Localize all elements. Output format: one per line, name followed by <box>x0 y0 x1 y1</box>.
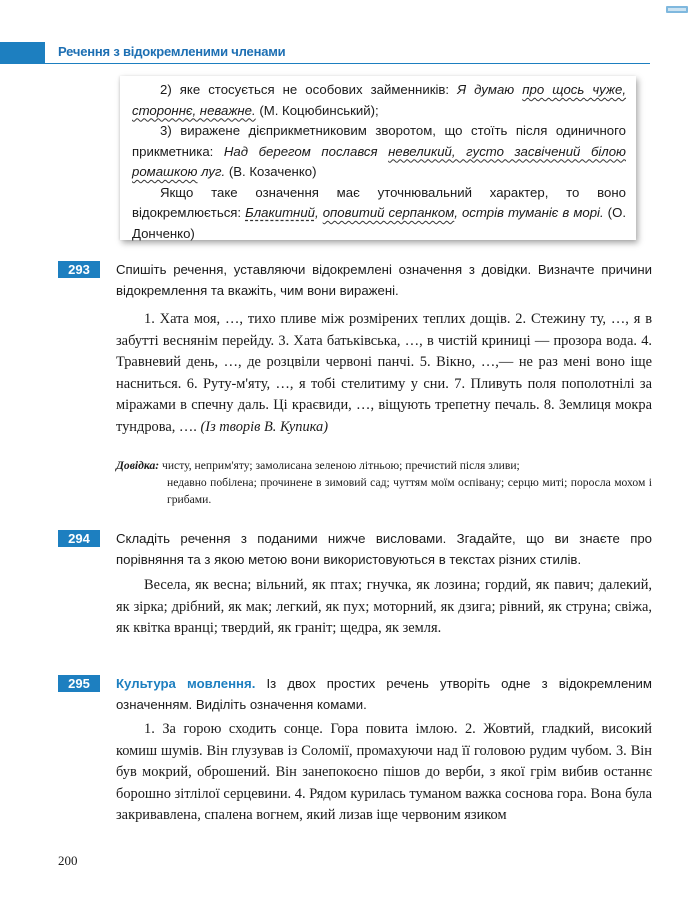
task-293-text: 1. Хата моя, …, тихо пливе між розмірених теплих дощів. 2. Стежину ту, …, я в забутті веснянім перейду. 3. Хата батьківська, …, в чистій криниці — прозора вода. 4. Травневий день, …, де розцвіли червоні панчі. 5. Вікно, …,— не раз мені воно іще насниться. 6. Руту-м'яту, …, я тобі стелитиму у сни. 7. Пливуть поля пополотнілі за міражами в спечну даль. Ці краєвиди, …, віщують трепетну печаль. 8. Землиця мокра тундрова, …. (Із творів В. Купика) <box>116 311 652 435</box>
rule-box <box>120 76 636 240</box>
task-294-instruction: Складіть речення з поданими нижче висловами. Згадайте, що ви знаєте про порівняння та з якою метою вони використовуються в текстах різних стилів. <box>116 531 652 567</box>
task-293-hint: Довідка: чисту, неприм'яту; замолисана зеленою літньою; пречистий після зливи; <box>116 459 520 472</box>
task-number-294: 294 <box>58 530 100 547</box>
task-295-instruction: Культура мовлення. Із двох простих речень утворіть одне з відокремленим означенням. Виділіть означення комами. <box>116 676 652 712</box>
task-number-295: 295 <box>58 675 100 692</box>
task-293-source: (Із творів В. Купика) <box>200 418 329 435</box>
task-293-instruction: Спишіть речення, уставляючи відокремлені означення з довідки. Визначте причини відокремлення та вкажіть, чим вони виражені. <box>116 262 652 298</box>
corner-logo-icon <box>666 6 688 13</box>
header-divider <box>45 63 650 64</box>
hint-label: Довідка: <box>116 459 160 472</box>
page-number: 200 <box>58 853 78 868</box>
task-295-text: 1. За горою сходить сонце. Гора повита імлою. 2. Жовтий, гладкий, високий комиш шумів. Він глузував із Соломії, промахуючи над її головою рудим чубом. 3. Він був мокрий, оброшений. Він занепокоєно пішов до верби, з якої грім вибив останнє борошно зітлілої серцевини. 4. Рядом курилась туманом важка соснова гора. Вона була закривавлена, спалена вогнем, який лизав іще червоним язиком <box>116 721 652 824</box>
rule-paragraph-3: Якщо таке означення має уточнювальний характер, то воно відокремлюється: Блакитний, оповитий серпанком, острів туманіє в морі. (О. Донченко) <box>132 184 626 241</box>
task-295-keyword: Культура мовлення. <box>116 676 256 691</box>
header-accent-bar <box>0 42 45 64</box>
rule-example-underlined: про щось чуже, стороннє, неважне. <box>132 82 626 118</box>
rule-paragraph-1: 2) яке стосується не особових займенників: Я думаю про щось чуже, стороннє, неважне. (М. Коцюбинський); <box>132 82 626 118</box>
rule-paragraph-2: 3) виражене дієприкметниковим зворотом, що стоїть після одиничного прикметника: Над берегом послався невеликий, густо засвічений білою ромашкою луг. (В. Козаченко) <box>132 123 626 179</box>
section-title: Речення з відокремленими членами <box>58 44 286 59</box>
task-number-293: 293 <box>58 261 100 278</box>
task-294-text: Весела, як весна; вільний, як птах; гнучка, як лозина; гордий, як павич; далекий, як зірка; дрібний, як мак; легкий, як пух; моторний, як дзига; рівний, як струна; свіжа, як квітка вранці; твердий, як граніт; щедра, як земля. <box>116 577 652 637</box>
task-293-hint-cont: недавно побілена; прочинене в зимовий сад; чуттям моїм оспівану; серцю миті; поросла мохом і грибами. <box>167 476 652 506</box>
